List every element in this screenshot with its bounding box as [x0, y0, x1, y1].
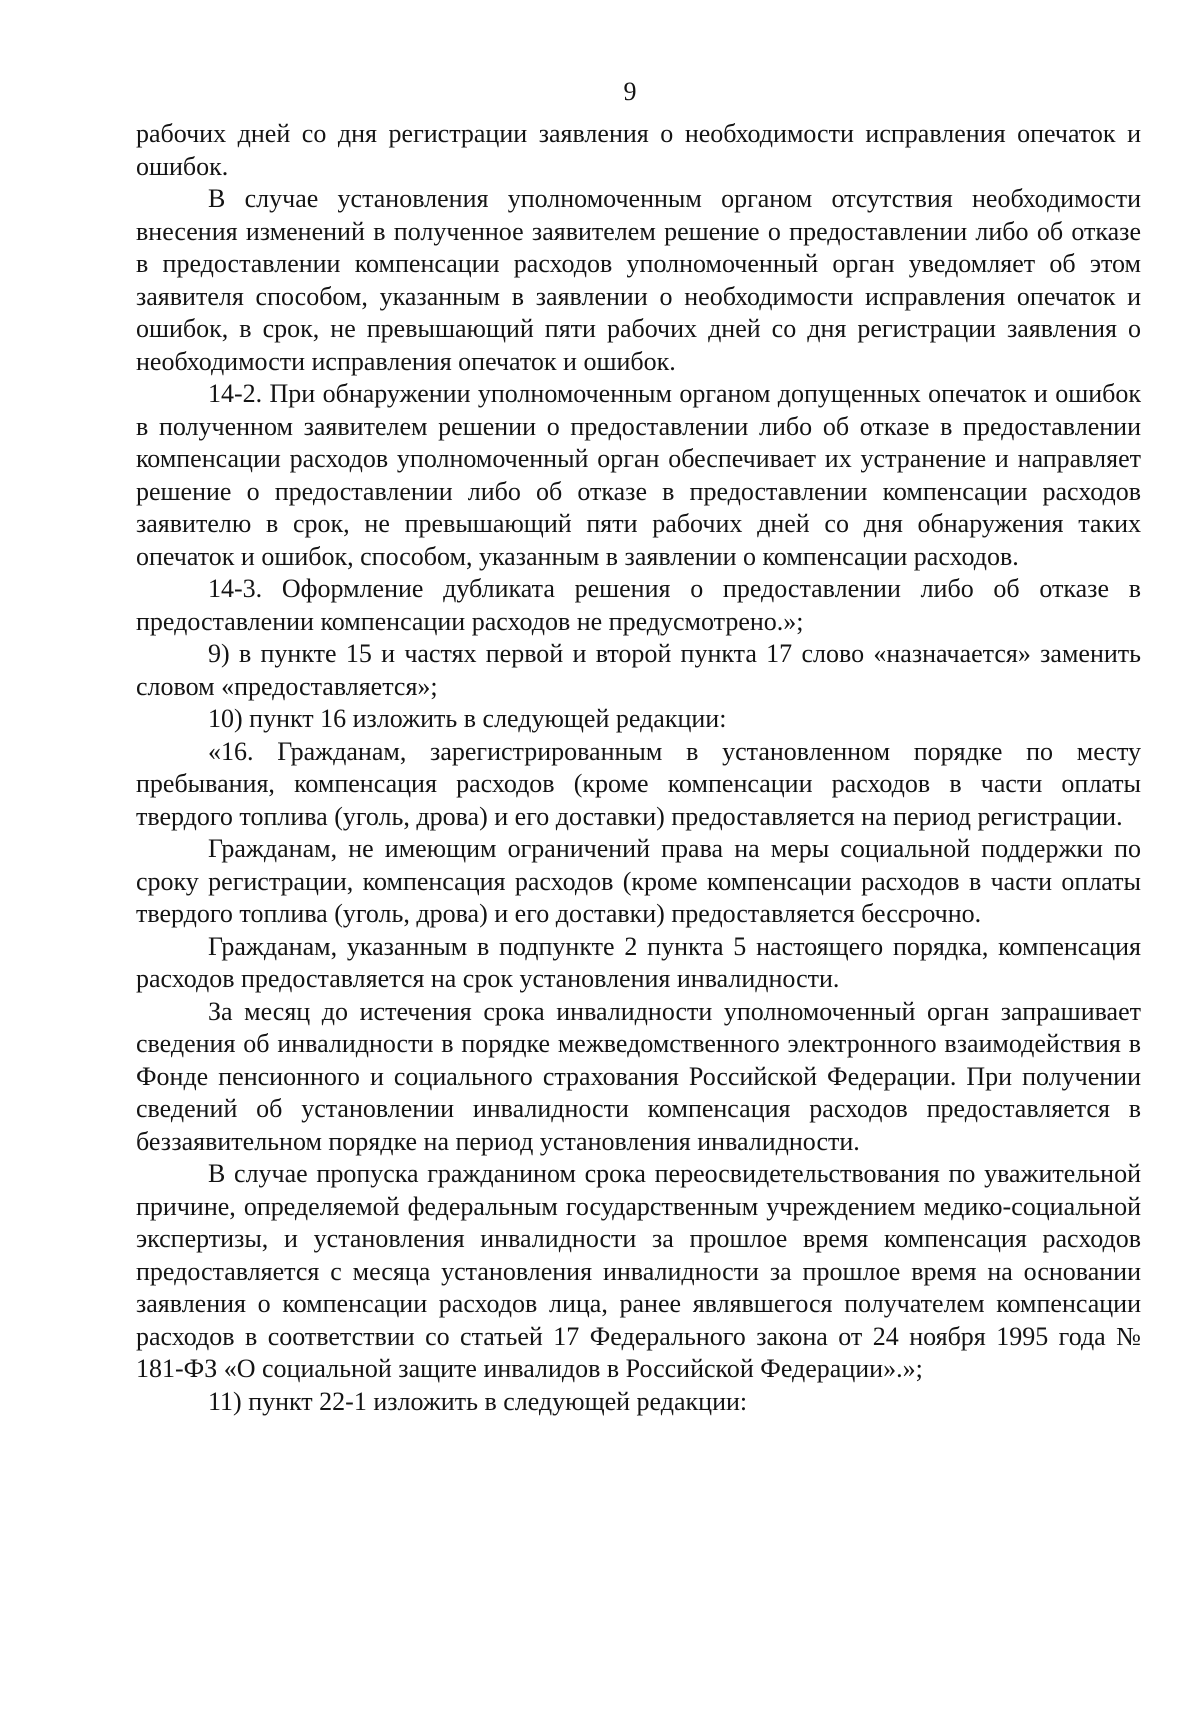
paragraph-14-3: 14-3. Оформление дубликата решения о предоставлении либо об отказе в предоставлении компенсации расходов не предусмотрено.»;: [136, 574, 1141, 636]
paragraph-continuation: рабочих дней со дня регистрации заявления о необходимости исправления опечаток и ошибок.: [136, 119, 1141, 181]
paragraph-amendment-11: 11) пункт 22-1 изложить в следующей редакции:: [208, 1386, 748, 1416]
document-body: [136, 118, 1141, 1418]
paragraph-no-changes-notice: В случае установления уполномоченным органом отсутствия необходимости внесения изменений в полученное заявителем решение о предоставлении либо об отказе в предоставлении компенсации расходов уполномоченный орган уведомляет об этом заявителя способом, указанным в заявлении о необходимости исправления опечаток и ошибок, в срок, не превышающий пяти рабочих дней со дня регистрации заявления о необходимости исправления опечаток и ошибок.: [136, 184, 1141, 376]
paragraph-amendment-9: 9) в пункте 15 и частях первой и второй пункта 17 слово «назначается» заменить словом «предоставляется»;: [136, 639, 1141, 701]
page-number: 9: [623, 77, 637, 106]
paragraph-14-2: 14-2. При обнаружении уполномоченным органом допущенных опечаток и ошибок в полученном заявителем решении о предоставлении либо об отказе в предоставлении компенсации расходов уполномоченный орган обеспечивает их устранение и направляет решение о предоставлении либо об отказе в предоставлении компенсации расходов заявителю в срок, не превышающий пяти рабочих дней со дня обнаружения таких опечаток и ошибок, способом, указанным в заявлении о компенсации расходов.: [136, 379, 1141, 571]
paragraph-missed-reexamination: В случае пропуска гражданином срока переосвидетельствования по уважительной причине, определяемой федеральным государственным учреждением медико-социальной экспертизы, и установления инвалидности за прошлое время компенсация расходов предоставляется с месяца установления инвалидности за прошлое время на основании заявления о компенсации расходов лица, ранее являвшегося получателем компенсации расходов в соответствии со статьей 17 Федерального закона от 24 ноября 1995 года № 181-ФЗ «О социальной защите инвалидов в Российской Федерации».»;: [136, 1159, 1141, 1383]
paragraph-indefinite-compensation: Гражданам, не имеющим ограничений права на меры социальной поддержки по сроку регистрации, компенсация расходов (кроме компенсации расходов в части оплаты твердого топлива (уголь, дрова) и его доставки) предоставляется бессрочно.: [136, 834, 1141, 928]
paragraph-disability-term: Гражданам, указанным в подпункте 2 пункта 5 настоящего порядка, компенсация расходов предоставляется на срок установления инвалидности.: [136, 931, 1141, 993]
paragraph-disability-request: За месяц до истечения срока инвалидности уполномоченный орган запрашивает сведения об инвалидности в порядке межведомственного электронного взаимодействия в Фонде пенсионного и социального страхования Российской Федерации. При получении сведений об установлении инвалидности компенсация расходов предоставляется в беззаявительном порядке на период установления инвалидности.: [136, 996, 1141, 1156]
paragraph-amendment-10: 10) пункт 16 изложить в следующей редакции:: [208, 704, 727, 733]
paragraph-point-16: «16. Гражданам, зарегистрированным в установленном порядке по месту пребывания, компенсация расходов (кроме компенсации расходов в части оплаты твердого топлива (уголь, дрова) и его доставки) предоставляется на период регистрации.: [136, 736, 1141, 831]
